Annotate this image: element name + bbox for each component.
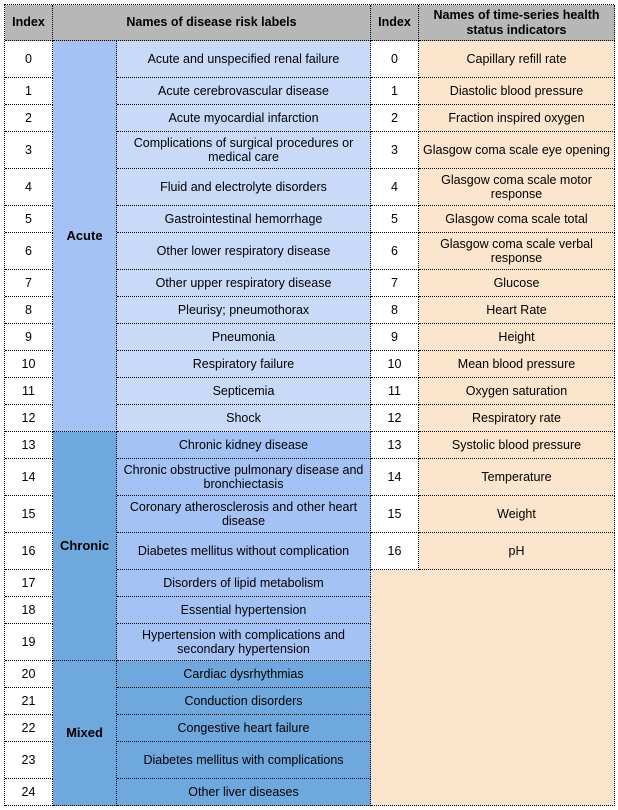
disease-name-cell: Conduction disorders — [117, 688, 371, 715]
index-cell: 4 — [5, 169, 53, 206]
chronic-name-column — [117, 432, 371, 661]
disease-name-cell: Pneumonia — [117, 324, 371, 351]
index-cell: 10 — [371, 351, 419, 378]
acute-section — [5, 41, 371, 432]
index-cell: 1 — [371, 78, 419, 105]
disease-name-cell: Chronic kidney disease — [117, 432, 371, 459]
index-cell: 11 — [371, 378, 419, 405]
disease-name-cell: Respiratory failure — [117, 351, 371, 378]
index-cell: 14 — [371, 459, 419, 496]
left-index-header: Index — [5, 5, 53, 41]
index-cell: 3 — [5, 132, 53, 169]
index-cell: 10 — [5, 351, 53, 378]
empty-indicator-area — [371, 570, 615, 806]
index-cell: 5 — [5, 206, 53, 233]
index-cell: 8 — [5, 297, 53, 324]
index-cell: 21 — [5, 688, 53, 715]
right-index-header: Index — [371, 5, 419, 41]
indicator-name-cell: Glucose — [419, 270, 615, 297]
index-cell: 23 — [5, 742, 53, 779]
index-cell: 20 — [5, 661, 53, 688]
indicator-name-cell: Systolic blood pressure — [419, 432, 615, 459]
index-cell: 9 — [371, 324, 419, 351]
index-cell: 7 — [371, 270, 419, 297]
indicator-name-cell: Capillary refill rate — [419, 41, 615, 78]
index-cell: 1 — [5, 78, 53, 105]
indicator-name-cell: Diastolic blood pressure — [419, 78, 615, 105]
indicator-name-cell: Glasgow coma scale motor response — [419, 169, 615, 206]
disease-name-cell: Congestive heart failure — [117, 715, 371, 742]
index-cell: 17 — [5, 570, 53, 597]
disease-name-cell: Pleurisy; pneumothorax — [117, 297, 371, 324]
disease-name-cell: Shock — [117, 405, 371, 432]
disease-name-cell: Other upper respiratory disease — [117, 270, 371, 297]
index-cell: 0 — [5, 41, 53, 78]
index-cell: 13 — [371, 432, 419, 459]
index-cell: 6 — [5, 233, 53, 270]
disease-name-cell: Essential hypertension — [117, 597, 371, 624]
index-cell: 16 — [371, 533, 419, 570]
disease-name-cell: Diabetes mellitus with complications — [117, 742, 371, 779]
indicator-name-cell: Glasgow coma scale eye opening — [419, 132, 615, 169]
mixed-section — [5, 661, 371, 806]
category-cell-acute: Acute — [53, 41, 117, 432]
index-cell: 19 — [5, 624, 53, 661]
disease-name-cell: Acute myocardial infarction — [117, 105, 371, 132]
acute-name-column — [117, 41, 371, 432]
index-cell: 12 — [371, 405, 419, 432]
index-cell: 18 — [5, 597, 53, 624]
acute-index-column — [5, 41, 53, 432]
mixed-name-column — [117, 661, 371, 806]
indicator-name-cell: Glasgow coma scale verbal response — [419, 233, 615, 270]
index-cell: 13 — [5, 432, 53, 459]
indicator-name-column — [419, 41, 615, 570]
left-table-title: Names of disease risk labels — [53, 5, 371, 41]
right-table-title: Names of time-series health status indicators — [419, 5, 615, 41]
disease-risk-labels-table — [5, 5, 371, 806]
left-table-header-row — [5, 5, 371, 41]
index-cell: 11 — [5, 378, 53, 405]
disease-name-cell: Disorders of lipid metabolism — [117, 570, 371, 597]
right-table-body — [371, 41, 615, 570]
index-cell: 12 — [5, 405, 53, 432]
disease-name-cell: Other liver diseases — [117, 779, 371, 806]
index-cell: 16 — [5, 533, 53, 570]
disease-name-cell: Coronary atherosclerosis and other heart disease — [117, 496, 371, 533]
disease-name-cell: Diabetes mellitus without complication — [117, 533, 371, 570]
index-cell: 3 — [371, 132, 419, 169]
chronic-index-column — [5, 432, 53, 661]
indicator-name-cell: pH — [419, 533, 615, 570]
index-cell: 6 — [371, 233, 419, 270]
indicator-index-column — [371, 41, 419, 570]
index-cell: 0 — [371, 41, 419, 78]
index-cell: 9 — [5, 324, 53, 351]
index-cell: 14 — [5, 459, 53, 496]
index-cell: 24 — [5, 779, 53, 806]
right-table-header-row — [371, 5, 615, 41]
indicator-name-cell: Oxygen saturation — [419, 378, 615, 405]
index-cell: 22 — [5, 715, 53, 742]
index-cell: 15 — [5, 496, 53, 533]
index-cell: 2 — [5, 105, 53, 132]
category-cell-chronic: Chronic — [53, 432, 117, 661]
disease-name-cell: Septicemia — [117, 378, 371, 405]
sheet — [4, 4, 614, 806]
disease-name-cell: Complications of surgical procedures or medical care — [117, 132, 371, 169]
index-cell: 4 — [371, 169, 419, 206]
mixed-index-column — [5, 661, 53, 806]
index-cell: 8 — [371, 297, 419, 324]
indicator-name-cell: Respiratory rate — [419, 405, 615, 432]
indicator-name-cell: Heart Rate — [419, 297, 615, 324]
indicator-name-cell: Mean blood pressure — [419, 351, 615, 378]
disease-name-cell: Acute cerebrovascular disease — [117, 78, 371, 105]
disease-name-cell: Hypertension with complications and secondary hypertension — [117, 624, 371, 661]
health-indicators-table — [371, 5, 615, 806]
disease-name-cell: Chronic obstructive pulmonary disease and bronchiectasis — [117, 459, 371, 496]
disease-name-cell: Cardiac dysrhythmias — [117, 661, 371, 688]
index-cell: 7 — [5, 270, 53, 297]
indicator-name-cell: Weight — [419, 496, 615, 533]
chronic-section — [5, 432, 371, 661]
index-cell: 15 — [371, 496, 419, 533]
disease-name-cell: Fluid and electrolyte disorders — [117, 169, 371, 206]
indicator-name-cell: Temperature — [419, 459, 615, 496]
index-cell: 5 — [371, 206, 419, 233]
indicator-name-cell: Fraction inspired oxygen — [419, 105, 615, 132]
disease-name-cell: Gastrointestinal hemorrhage — [117, 206, 371, 233]
indicator-name-cell: Height — [419, 324, 615, 351]
indicator-name-cell: Glasgow coma scale total — [419, 206, 615, 233]
index-cell: 2 — [371, 105, 419, 132]
disease-name-cell: Other lower respiratory disease — [117, 233, 371, 270]
disease-name-cell: Acute and unspecified renal failure — [117, 41, 371, 78]
category-cell-mixed: Mixed — [53, 661, 117, 806]
